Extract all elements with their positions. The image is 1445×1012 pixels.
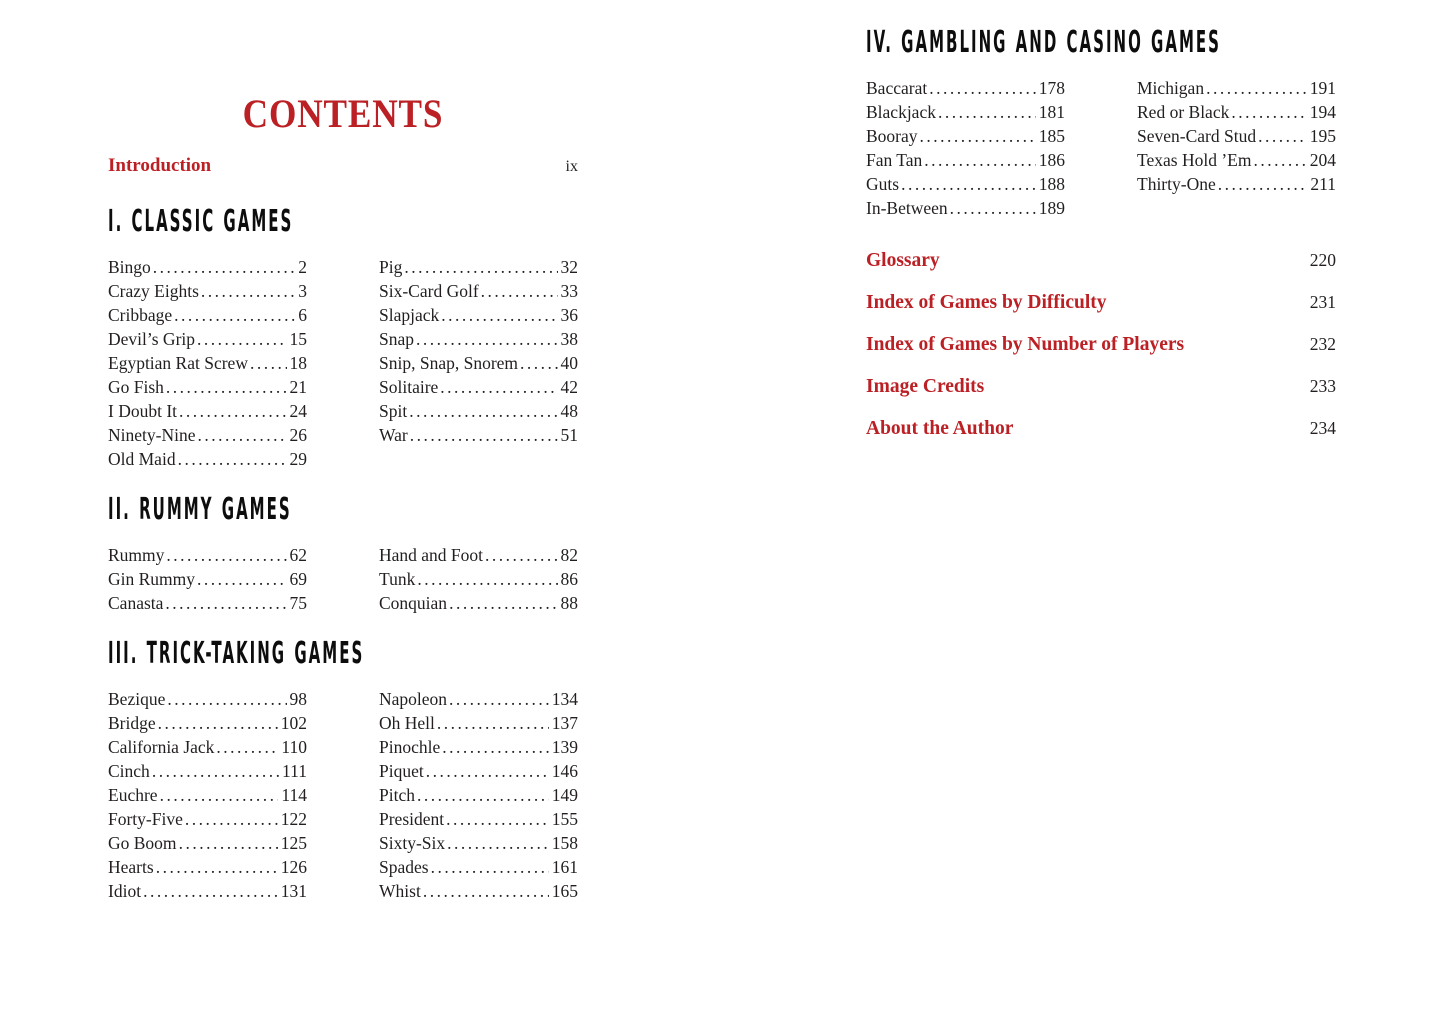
dot-leader [1231, 100, 1306, 124]
backmatter-entry-page: 232 [1309, 334, 1336, 354]
dot-leader [417, 783, 549, 807]
section-heading-text: IV. GAMBLING AND CASINO GAMES [866, 25, 1221, 60]
right-page [866, 0, 1336, 458]
toc-entry-page: 102 [280, 713, 307, 733]
toc-entry-page: 149 [551, 785, 578, 805]
toc-entry-page: 62 [289, 545, 307, 565]
toc-entry-page: 204 [1309, 150, 1336, 170]
toc-column [379, 255, 578, 471]
toc-column [108, 255, 307, 471]
dot-leader [1206, 76, 1307, 100]
toc-entry-name[interactable]: Texas Hold ’Em [1137, 150, 1252, 170]
toc-entry[interactable] [379, 807, 578, 831]
toc-entry-name[interactable]: Booray [866, 126, 918, 146]
toc-entry-name[interactable]: Michigan [1137, 78, 1205, 98]
toc-entry-name[interactable]: Spades [379, 857, 429, 877]
toc-entry-page: 33 [560, 281, 578, 301]
toc-entry-name[interactable]: Blackjack [866, 102, 936, 122]
toc-entry-name[interactable]: Devil’s Grip [108, 329, 196, 349]
backmatter-entry-label[interactable]: Glossary [866, 250, 940, 271]
toc-entry-page: 165 [551, 881, 578, 901]
toc-entry-name[interactable]: Gin Rummy [108, 569, 196, 589]
toc-entry-name[interactable]: Forty-Five [108, 809, 183, 829]
backmatter-entry-page: 233 [1309, 376, 1336, 396]
toc-entry[interactable] [1137, 124, 1336, 148]
backmatter-entry-label[interactable]: About the Author [866, 418, 1014, 439]
toc-entry[interactable] [108, 351, 307, 375]
dot-leader [449, 687, 549, 711]
dot-leader [409, 399, 557, 423]
dot-leader [185, 807, 278, 831]
dot-leader [179, 399, 286, 423]
backmatter-entry-label[interactable]: Index of Games by Number of Players [866, 334, 1185, 355]
toc-entry[interactable] [379, 351, 578, 375]
toc-entry-page: 178 [1038, 78, 1065, 98]
section-heading-text: II. RUMMY GAMES [108, 492, 292, 527]
toc-entry-name[interactable]: Go Boom [108, 833, 177, 853]
toc-entry-name[interactable]: Thirty-One [1137, 174, 1216, 194]
toc-entry-page: 75 [289, 593, 307, 613]
toc-entry-page: 88 [560, 593, 578, 613]
toc-entry-name[interactable]: Slapjack [379, 305, 440, 325]
toc-entry-name[interactable]: Cribbage [108, 305, 173, 325]
dot-leader [901, 172, 1036, 196]
toc-entry-name[interactable]: Bingo [108, 257, 151, 277]
toc-entry-page: 195 [1309, 126, 1336, 146]
toc-entry[interactable] [108, 423, 307, 447]
toc-entry[interactable] [866, 172, 1065, 196]
toc-entry[interactable] [379, 543, 578, 567]
toc-entry-name[interactable]: Whist [379, 881, 421, 901]
toc-entry-name[interactable]: Snap [379, 329, 414, 349]
backmatter-entry[interactable] [866, 416, 1336, 441]
toc-entry-page: 189 [1038, 198, 1065, 218]
dot-leader [197, 423, 286, 447]
backmatter-entry-label[interactable]: Index of Games by Difficulty [866, 292, 1107, 313]
toc-entry-name[interactable]: Piquet [379, 761, 424, 781]
dot-leader [417, 567, 557, 591]
toc-entry[interactable] [108, 543, 307, 567]
dot-leader [441, 303, 557, 327]
toc-section-rummy-games [108, 492, 578, 615]
toc-entry-page: 2 [298, 257, 307, 277]
toc-entry-name[interactable]: War [379, 425, 408, 445]
section-columns [866, 76, 1336, 220]
toc-entry[interactable] [379, 711, 578, 735]
toc-entry[interactable] [108, 327, 307, 351]
toc-entry-name[interactable]: Sixty-Six [379, 833, 446, 853]
toc-entry[interactable] [379, 279, 578, 303]
toc-entry-name[interactable]: Cinch [108, 761, 150, 781]
section-columns [108, 687, 578, 903]
toc-entry-page: 36 [560, 305, 578, 325]
toc-entry-name[interactable]: Tunk [379, 569, 416, 589]
toc-entry[interactable] [379, 855, 578, 879]
toc-entry-name[interactable]: Crazy Eights [108, 281, 199, 301]
toc-column [108, 687, 307, 903]
intro-label[interactable]: Introduction [108, 155, 212, 176]
toc-section-gambling-casino-games [866, 25, 1336, 220]
right-sections-container [866, 25, 1336, 220]
toc-entry-name[interactable]: Idiot [108, 881, 142, 901]
dot-leader [201, 279, 295, 303]
dot-leader [143, 879, 278, 903]
toc-entry-name[interactable]: Egyptian Rat Screw [108, 353, 248, 373]
toc-entry-page: 146 [551, 761, 578, 781]
backmatter-entry-page: 234 [1309, 418, 1336, 438]
section-columns [108, 543, 578, 615]
intro-page-number: ix [565, 158, 578, 175]
toc-entry[interactable] [108, 447, 307, 471]
toc-entry-page: 18 [289, 353, 307, 373]
backmatter-list [866, 248, 1336, 441]
toc-entry[interactable] [379, 735, 578, 759]
toc-entry[interactable] [108, 711, 307, 735]
toc-entry[interactable] [108, 735, 307, 759]
toc-entry[interactable] [108, 591, 307, 615]
dot-leader [924, 148, 1035, 172]
toc-entry-page: 131 [280, 881, 307, 901]
toc-entry[interactable] [379, 831, 578, 855]
toc-entry-page: 38 [560, 329, 578, 349]
toc-entry-name[interactable]: Napoleon [379, 689, 448, 709]
dot-leader [431, 855, 549, 879]
toc-entry-name[interactable]: President [379, 809, 445, 829]
dot-leader [446, 807, 549, 831]
dot-leader [520, 351, 557, 375]
toc-entry-page: 158 [551, 833, 578, 853]
dot-leader [410, 423, 558, 447]
toc-entry-name[interactable]: Euchre [108, 785, 158, 805]
toc-entry-name[interactable]: Guts [866, 174, 900, 194]
toc-entry-page: 185 [1038, 126, 1065, 146]
toc-entry[interactable] [1137, 76, 1336, 100]
backmatter-entry-page: 231 [1309, 292, 1336, 312]
toc-entry[interactable] [108, 855, 307, 879]
toc-entry-name[interactable]: Snip, Snap, Snorem [379, 353, 519, 373]
toc-entry-name[interactable]: Rummy [108, 545, 165, 565]
toc-entry-page: 86 [560, 569, 578, 589]
page-title-text: CONTENTS [242, 91, 444, 136]
dot-leader [167, 687, 286, 711]
dot-leader [447, 831, 549, 855]
toc-entry[interactable] [866, 196, 1065, 220]
toc-entry-page: 137 [551, 713, 578, 733]
dot-leader [160, 783, 279, 807]
toc-entry[interactable] [379, 783, 578, 807]
toc-entry-page: 21 [289, 377, 307, 397]
toc-entry-name[interactable]: Seven-Card Stud [1137, 126, 1257, 146]
toc-entry[interactable] [108, 831, 307, 855]
toc-entry-name[interactable]: Go Fish [108, 377, 164, 397]
toc-entry-page: 51 [560, 425, 578, 445]
toc-entry-page: 194 [1309, 102, 1336, 122]
dot-leader [166, 543, 286, 567]
toc-entry[interactable] [1137, 172, 1336, 196]
toc-entry[interactable] [108, 399, 307, 423]
toc-entry[interactable] [108, 303, 307, 327]
dot-leader [442, 735, 549, 759]
toc-entry[interactable] [866, 124, 1065, 148]
dot-leader [920, 124, 1036, 148]
toc-entry-name[interactable]: Red or Black [1137, 102, 1230, 122]
dot-leader [929, 76, 1036, 100]
toc-entry-name[interactable]: Ninety-Nine [108, 425, 196, 445]
backmatter-entry[interactable] [866, 332, 1336, 357]
toc-entry[interactable] [108, 879, 307, 903]
dot-leader [179, 831, 278, 855]
toc-entry-page: 134 [551, 689, 578, 709]
dot-leader [449, 591, 557, 615]
page-title [108, 90, 578, 138]
toc-entry-page: 114 [281, 785, 307, 805]
toc-entry[interactable] [379, 879, 578, 903]
toc-entry[interactable] [1137, 100, 1336, 124]
dot-leader [1258, 124, 1307, 148]
dot-leader [950, 196, 1036, 220]
toc-entry-page: 125 [280, 833, 307, 853]
toc-entry[interactable] [379, 255, 578, 279]
section-heading-text: I. CLASSIC GAMES [108, 204, 294, 239]
toc-entry-page: 98 [289, 689, 307, 709]
toc-entry[interactable] [379, 327, 578, 351]
toc-entry[interactable] [108, 807, 307, 831]
toc-entry-page: 161 [551, 857, 578, 877]
toc-entry-name[interactable]: Spit [379, 401, 408, 421]
dot-leader [416, 327, 558, 351]
toc-entry-page: 32 [560, 257, 578, 277]
toc-entry-page: 110 [281, 737, 307, 757]
toc-entry-name[interactable]: Conquian [379, 593, 448, 613]
dot-leader [404, 255, 557, 279]
toc-entry-page: 3 [298, 281, 307, 301]
toc-entry[interactable] [379, 423, 578, 447]
dot-leader [153, 255, 295, 279]
toc-entry[interactable] [108, 759, 307, 783]
toc-entry[interactable] [866, 100, 1065, 124]
dot-leader [250, 351, 287, 375]
dot-leader [216, 735, 278, 759]
toc-entry[interactable] [108, 255, 307, 279]
dot-leader [174, 303, 295, 327]
toc-entry-name[interactable]: California Jack [108, 737, 215, 757]
toc-entry[interactable] [866, 148, 1065, 172]
backmatter-entry-page: 220 [1309, 250, 1336, 270]
toc-entry[interactable] [379, 399, 578, 423]
toc-column [379, 687, 578, 903]
dot-leader [197, 327, 286, 351]
toc-entry-name[interactable]: Oh Hell [379, 713, 435, 733]
toc-entry-page: 6 [298, 305, 307, 325]
toc-entry[interactable] [108, 279, 307, 303]
toc-entry-page: 24 [289, 401, 307, 421]
toc-entry-page: 191 [1309, 78, 1336, 98]
section-heading [108, 204, 578, 239]
toc-column [379, 543, 578, 615]
toc-column [866, 76, 1065, 220]
section-heading [108, 636, 578, 671]
toc-entry-page: 29 [289, 449, 307, 469]
section-columns [108, 255, 578, 471]
dot-leader [485, 543, 557, 567]
toc-column [1137, 76, 1336, 220]
toc-entry-name[interactable]: Hearts [108, 857, 154, 877]
toc-section-classic-games [108, 204, 578, 471]
backmatter-entry-label[interactable]: Image Credits [866, 376, 985, 397]
section-heading [108, 492, 578, 527]
dot-leader [437, 711, 549, 735]
toc-entry[interactable] [1137, 148, 1336, 172]
toc-entry[interactable] [108, 375, 307, 399]
toc-entry-name[interactable]: Pitch [379, 785, 415, 805]
toc-entry-name[interactable]: Baccarat [866, 78, 928, 98]
toc-entry[interactable] [379, 375, 578, 399]
dot-leader [165, 591, 286, 615]
dot-leader [426, 759, 549, 783]
dot-leader [938, 100, 1036, 124]
toc-entry[interactable] [108, 783, 307, 807]
toc-entry[interactable] [379, 687, 578, 711]
toc-entry-page: 15 [289, 329, 307, 349]
left-page [108, 0, 578, 903]
dot-leader [1253, 148, 1306, 172]
toc-entry-name[interactable]: Hand and Foot [379, 545, 484, 565]
toc-entry-name[interactable]: Pig [379, 257, 403, 277]
toc-entry-page: 188 [1038, 174, 1065, 194]
toc-entry-name[interactable]: Canasta [108, 593, 164, 613]
toc-entry-page: 211 [1310, 174, 1336, 194]
dot-leader [440, 375, 557, 399]
left-sections-container [108, 204, 578, 903]
backmatter-entry[interactable] [866, 290, 1336, 315]
dot-leader [156, 855, 278, 879]
toc-entry-page: 186 [1038, 150, 1065, 170]
dot-leader [152, 759, 279, 783]
toc-entry[interactable] [379, 759, 578, 783]
toc-entry-page: 155 [551, 809, 578, 829]
dot-leader [1218, 172, 1308, 196]
dot-leader [481, 279, 558, 303]
toc-entry[interactable] [379, 591, 578, 615]
intro-row[interactable] [108, 154, 578, 179]
toc-entry-page: 111 [282, 761, 307, 781]
toc-entry-name[interactable]: Old Maid [108, 449, 176, 469]
toc-entry-page: 40 [560, 353, 578, 373]
toc-entry-page: 82 [560, 545, 578, 565]
toc-entry-name[interactable]: Pinochle [379, 737, 441, 757]
dot-leader [158, 711, 278, 735]
toc-entry-name[interactable]: In-Between [866, 198, 948, 218]
toc-entry[interactable] [108, 687, 307, 711]
section-heading-text: III. TRICK-TAKING GAMES [108, 636, 365, 671]
toc-entry-page: 181 [1038, 102, 1065, 122]
toc-entry-name[interactable]: Solitaire [379, 377, 439, 397]
toc-entry[interactable] [866, 76, 1065, 100]
toc-entry[interactable] [379, 567, 578, 591]
toc-column [108, 543, 307, 615]
toc-entry-name[interactable]: Six-Card Golf [379, 281, 479, 301]
toc-entry[interactable] [108, 567, 307, 591]
toc-entry-page: 122 [280, 809, 307, 829]
dot-leader [423, 879, 549, 903]
section-heading [866, 25, 1336, 60]
dot-leader [197, 567, 286, 591]
dot-leader [178, 447, 287, 471]
toc-entry-name[interactable]: Bridge [108, 713, 156, 733]
toc-entry[interactable] [379, 303, 578, 327]
toc-entry-name[interactable]: Fan Tan [866, 150, 923, 170]
toc-entry-name[interactable]: Bezique [108, 689, 166, 709]
backmatter-entry[interactable] [866, 374, 1336, 399]
toc-entry-page: 42 [560, 377, 578, 397]
toc-entry-page: 139 [551, 737, 578, 757]
toc-entry-page: 48 [560, 401, 578, 421]
dot-leader [166, 375, 287, 399]
toc-section-trick-taking-games [108, 636, 578, 903]
toc-entry-name[interactable]: I Doubt It [108, 401, 178, 421]
toc-entry-page: 126 [280, 857, 307, 877]
toc-entry-page: 69 [289, 569, 307, 589]
toc-entry-page: 26 [289, 425, 307, 445]
backmatter-entry[interactable] [866, 248, 1336, 273]
